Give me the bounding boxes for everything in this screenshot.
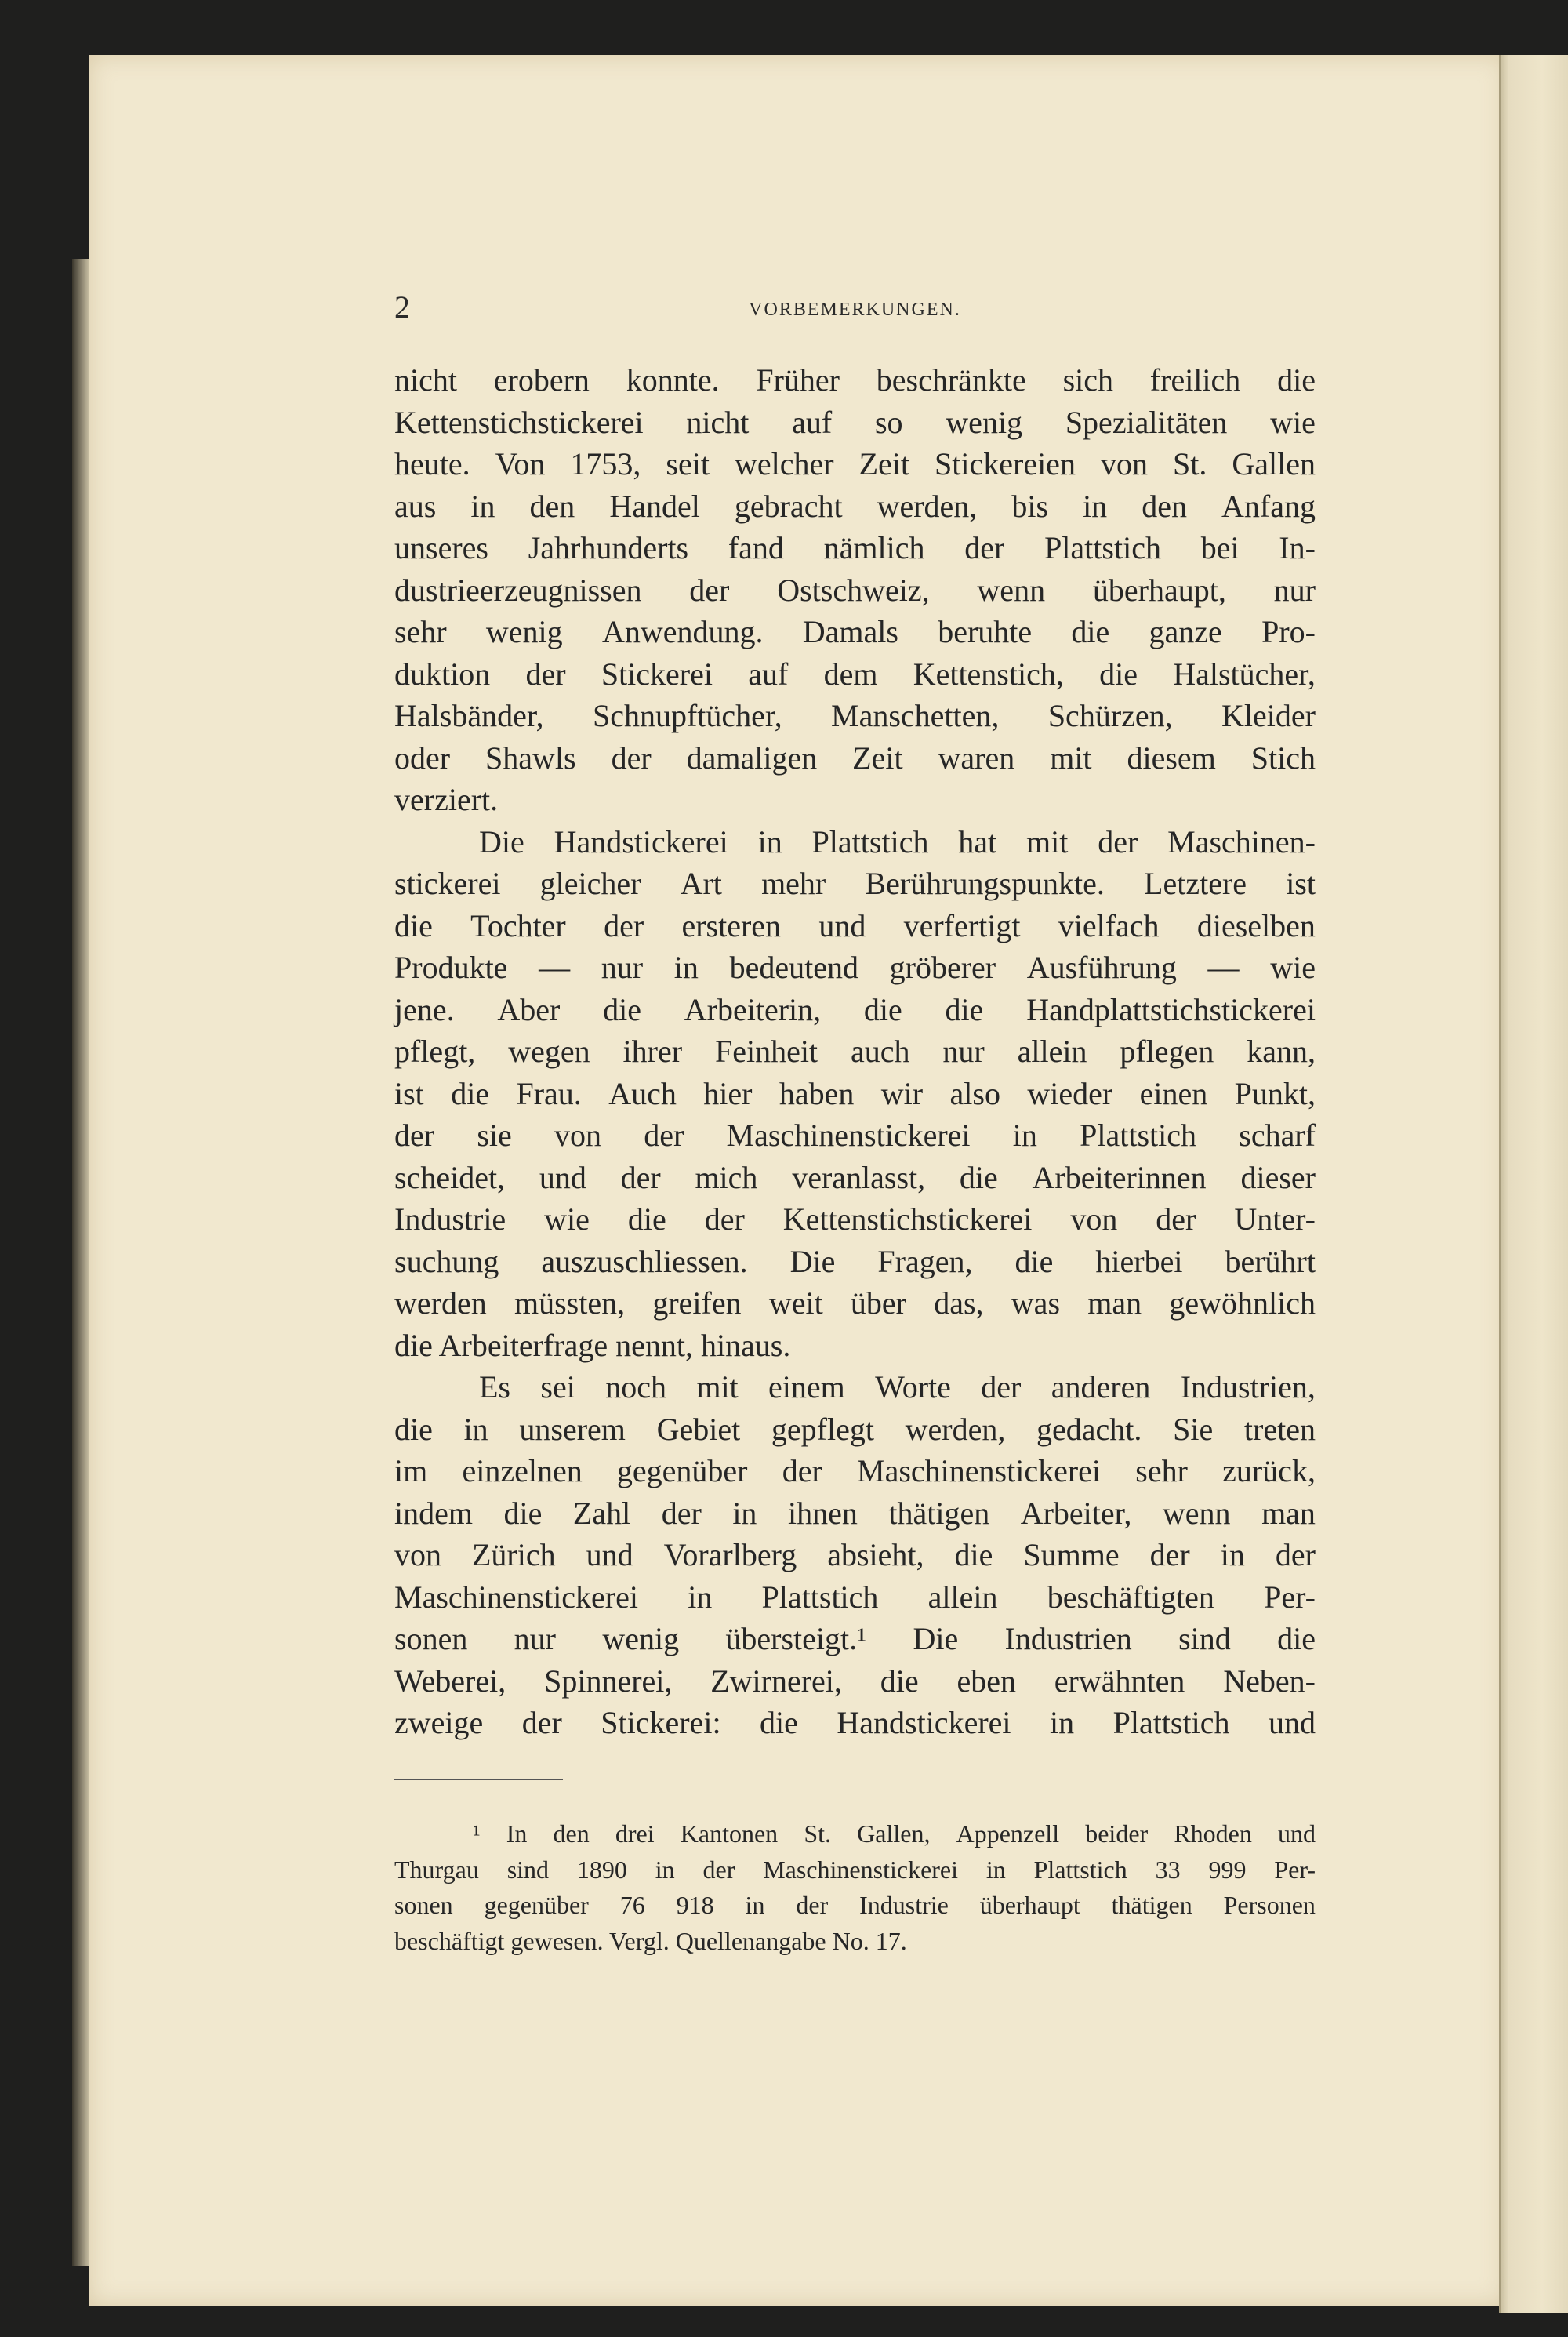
text-line: im einzelnen gegenüber der Maschinenstickerei sehr zurück, bbox=[394, 1453, 1316, 1488]
text-line: Halsbänder, Schnupftücher, Manschetten, Schürzen, Kleider bbox=[394, 698, 1316, 733]
footnote-divider bbox=[394, 1779, 563, 1780]
text-line-paragraph-end: verziert. bbox=[394, 782, 499, 817]
text-line: scheidet, und der mich veranlasst, die Arbeiterinnen dieser bbox=[394, 1159, 1316, 1195]
text-line: der sie von der Maschinenstickerei in Plattstich scharf bbox=[394, 1118, 1316, 1153]
next-page-edge bbox=[1499, 55, 1568, 2313]
text-line: von Zürich und Vorarlberg absieht, die Summe der in der bbox=[394, 1537, 1316, 1572]
text-line: Weberei, Spinnerei, Zwirnerei, die eben erwähnten Neben- bbox=[394, 1663, 1316, 1699]
running-title: VORBEMERKUNGEN. bbox=[749, 300, 961, 320]
text-line: sehr wenig Anwendung. Damals beruhte die ganze Pro- bbox=[394, 614, 1316, 649]
text-line: stickerei gleicher Art mehr Berührungspunkte. Letztere ist bbox=[394, 866, 1316, 901]
text-line: zweige der Stickerei: die Handstickerei in Plattstich und bbox=[394, 1705, 1316, 1740]
text-line-paragraph-start: Es sei noch mit einem Worte der anderen Industrien, bbox=[479, 1369, 1316, 1405]
text-line: unseres Jahrhunderts fand nämlich der Plattstich bei In- bbox=[394, 530, 1316, 565]
text-line: suchung auszuschliessen. Die Fragen, die hierbei berührt bbox=[394, 1243, 1316, 1279]
page-number: 2 bbox=[394, 289, 410, 325]
text-line: heute. Von 1753, seit welcher Zeit Stickereien von St. Gallen bbox=[394, 446, 1316, 482]
text-line: werden müssten, greifen weit über das, was man gewöhnlich bbox=[394, 1285, 1316, 1321]
text-line: oder Shawls der damaligen Zeit waren mit diesem Stich bbox=[394, 740, 1316, 776]
text-line: Produkte — nur in bedeutend gröberer Ausführung — wie bbox=[394, 950, 1316, 985]
footnote-line: beschäftigt gewesen. Vergl. Quellenangabe No. 17. bbox=[394, 1926, 907, 1955]
text-line: sonen nur wenig übersteigt.¹ Die Industrien sind die bbox=[394, 1621, 1316, 1656]
text-line: Kettenstichstickerei nicht auf so wenig Spezialitäten wie bbox=[394, 404, 1316, 440]
text-line: die Tochter der ersteren und verfertigt vielfach dieselben bbox=[394, 907, 1316, 943]
text-line: nicht erobern konnte. Früher beschränkte sich freilich die bbox=[394, 362, 1316, 398]
text-line: dustrieerzeugnissen der Ostschweiz, wenn überhaupt, nur bbox=[394, 572, 1316, 608]
footnote-line: ¹ In den drei Kantonen St. Gallen, Appenzell beider Rhoden und bbox=[473, 1819, 1316, 1848]
text-line: Industrie wie die der Kettenstichstickerei von der Unter- bbox=[394, 1201, 1316, 1237]
body-text bbox=[394, 359, 1316, 1744]
text-line: jene. Aber die Arbeiterin, die die Handplattstichstickerei bbox=[394, 991, 1316, 1027]
footnote-line: Thurgau sind 1890 in der Maschinenstickerei in Plattstich 33 999 Per- bbox=[394, 1855, 1316, 1884]
text-line-paragraph-end: die Arbeiterfrage nennt, hinaus. bbox=[394, 1327, 791, 1363]
text-line: indem die Zahl der in ihnen thätigen Arbeiter, wenn man bbox=[394, 1495, 1316, 1531]
text-line: aus in den Handel gebracht werden, bis in den Anfang bbox=[394, 488, 1316, 524]
text-line: ist die Frau. Auch hier haben wir also wieder einen Punkt, bbox=[394, 1075, 1316, 1111]
page-gutter-shadow bbox=[72, 259, 91, 2266]
text-line-paragraph-start: Die Handstickerei in Plattstich hat mit der Maschinen- bbox=[479, 823, 1316, 860]
text-line: Maschinenstickerei in Plattstich allein beschäftigten Per- bbox=[394, 1579, 1316, 1615]
text-line: duktion der Stickerei auf dem Kettenstich, die Halstücher, bbox=[394, 656, 1316, 692]
footnote-line: sonen gegenüber 76 918 in der Industrie überhaupt thätigen Personen bbox=[394, 1891, 1316, 1919]
text-line: die in unserem Gebiet gepflegt werden, gedacht. Sie treten bbox=[394, 1411, 1316, 1447]
footnotes bbox=[394, 1816, 1316, 1959]
text-line: pflegt, wegen ihrer Feinheit auch nur allein pflegen kann, bbox=[394, 1034, 1316, 1069]
page-header bbox=[394, 289, 1316, 336]
